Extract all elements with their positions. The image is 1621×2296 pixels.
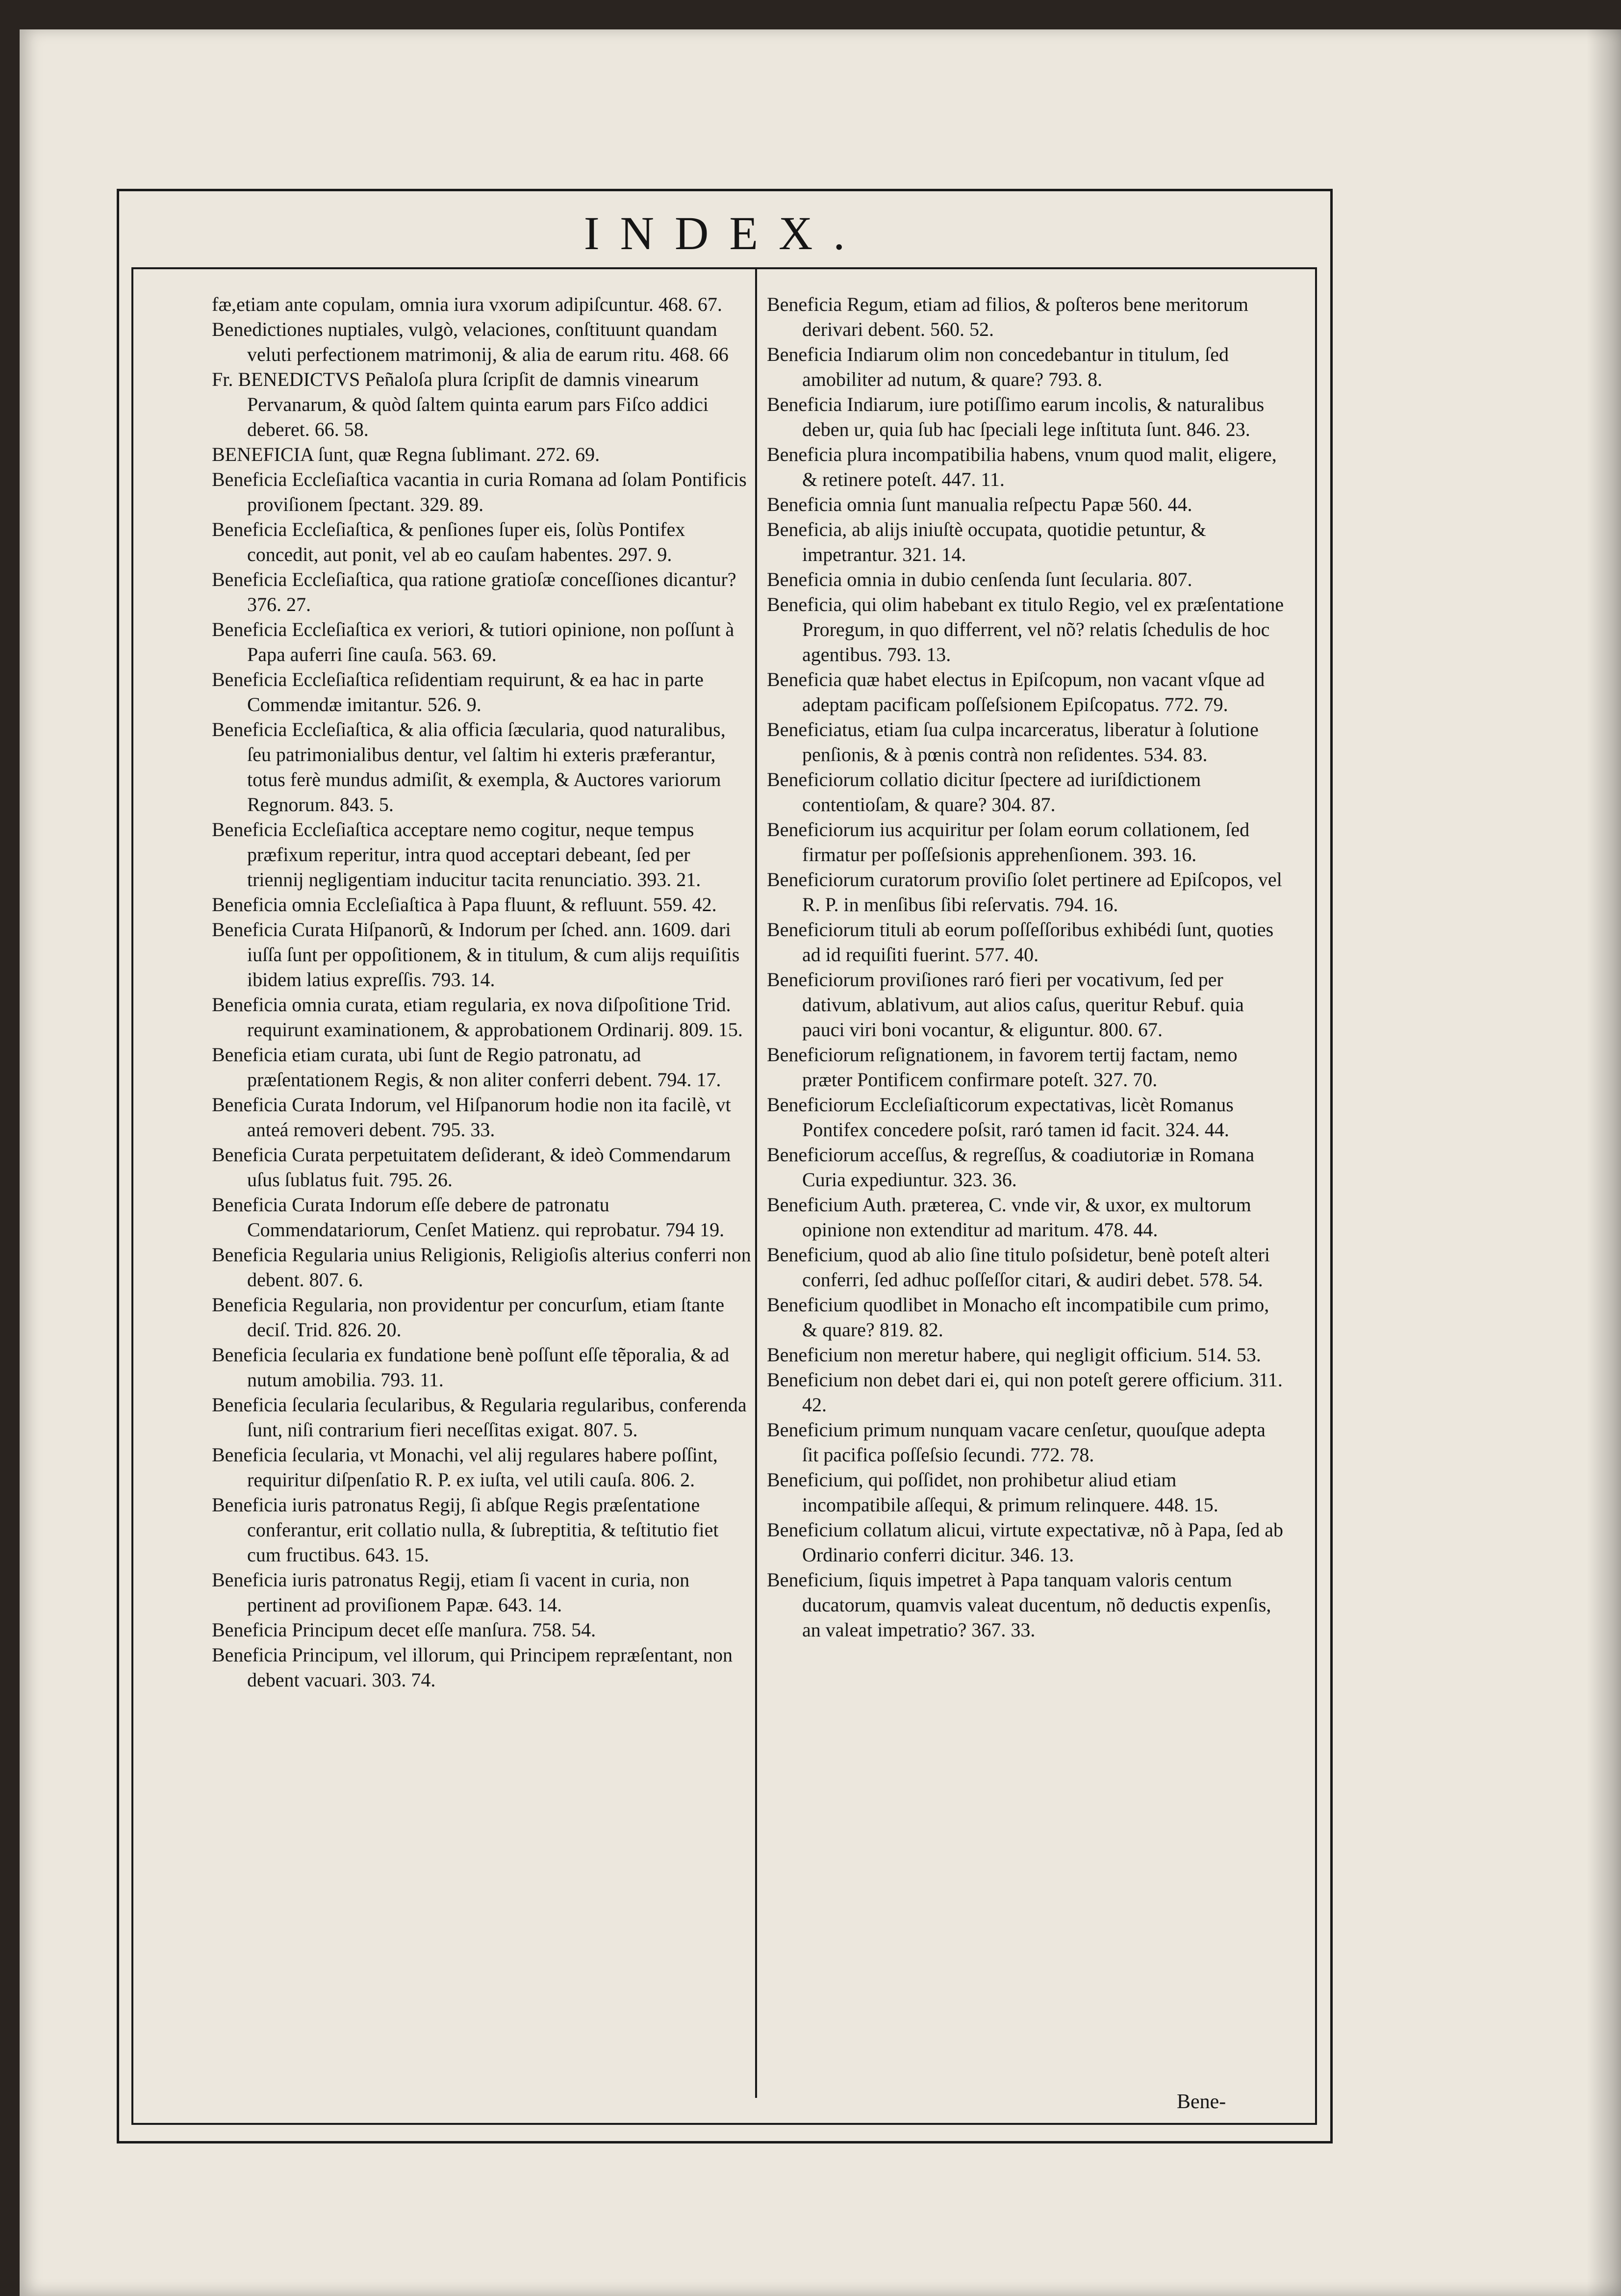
index-entry: Beneficia Eccleſiaſtica, qua ratione gratioſæ conceſſiones dicantur? 376. 27. [212, 568, 736, 615]
index-entry: Beneficia omnia ſunt manualia reſpectu Papæ 560. 44. [767, 493, 1192, 515]
index-entry: Beneficiorum Eccleſiaſticorum expectativas, licèt Romanus Pontifex concedere poſsit, raró tamen id facit. 324. 44. [767, 1094, 1234, 1141]
index-entry: Beneficia ſecularia ſecularibus, & Regularia regularibus, conferenda ſunt, niſi contrarium fieri neceſſitas exigat. 807. 5. [212, 1394, 747, 1441]
index-entry: Beneficia Eccleſiaſtica acceptare nemo cogitur, neque tempus præfixum reperitur, intra quod acceptari debeant, ſed per triennij negligentiam inducitur tacita renunciatio. 393. 21. [212, 818, 701, 891]
catchword: Bene- [1177, 2091, 1226, 2113]
index-entry: fæ,etiam ante copulam, omnia iura vxorum adipiſcuntur. 468. 67. [212, 293, 722, 315]
index-entry: Beneficium primum nunquam vacare cenſetur, quouſque adepta ſit pacifica poſſeſsio ſecundi. 772. 78. [767, 1419, 1266, 1466]
index-entry: BENEFICIA ſunt, quæ Regna ſublimant. 272. 69. [212, 443, 600, 465]
index-entry: Beneficia Eccleſiaſtica vacantia in curia Romana ad ſolam Pontificis proviſionem ſpectant. 329. 89. [212, 468, 747, 515]
index-entry: Beneficia Principum decet eſſe manſura. 758. 54. [212, 1619, 596, 1641]
index-entry: Beneficia, qui olim habebant ex titulo Regio, vel ex præſentatione Proregum, in quo differrent, vel nõ? relatis ſchedulis de hoc agentibus. 793. 13. [767, 593, 1284, 665]
index-entry: Beneficium collatum alicui, virtute expectativæ, nõ à Papa, ſed ab Ordinario conferri dicitur. 346. 13. [767, 1519, 1283, 1566]
index-entry: Beneficia Curata Indorum, vel Hiſpanorum hodie non ita facilè, vt anteá removeri debent. 795. 33. [212, 1094, 731, 1141]
index-entry: Beneficia iuris patronatus Regij, etiam ſi vacent in curia, non pertinent ad proviſionem Papæ. 643. 14. [212, 1569, 690, 1616]
index-entry: Beneficium, qui poſſidet, non prohibetur aliud etiam incompatibile aſſequi, & primum relinquere. 448. 15. [767, 1469, 1218, 1516]
index-entry: Beneficia Principum, vel illorum, qui Principem repræſentant, non debent vacuari. 303. 74. [212, 1644, 733, 1691]
index-entry: Beneficium Auth. præterea, C. vnde vir, & uxor, ex multorum opinione non extenditur ad maritum. 478. 44. [767, 1194, 1251, 1241]
index-entry: Beneficia Eccleſiaſtica, & alia officia ſæcularia, quod naturalibus, ſeu patrimonialibus dentur, vel ſaltim hi exteris præferantur, totus ferè mundus admiſit, & exempla, & Auctores variorum Regnorum. 843. 5. [212, 718, 726, 816]
page-title: INDEX. [583, 207, 866, 259]
index-entry: Beneficiorum ius acquiritur per ſolam eorum collationem, ſed firmatur per poſſeſsionis apprehenſionem. 393. 16. [767, 818, 1250, 866]
index-entry: Beneficia Indiarum olim non concedebantur in titulum, ſed amobiliter ad nutum, & quare? 793. 8. [767, 343, 1229, 390]
index-entry: Beneficium non meretur habere, qui negligit officium. 514. 53. [767, 1344, 1261, 1366]
index-entry: Beneficia etiam curata, ubi ſunt de Regio patronatu, ad præſentationem Regis, & non aliter conferri debent. 794. 17. [212, 1044, 721, 1091]
index-entry: Beneficia ſecularia, vt Monachi, vel alij regulares habere poſſint, requiritur diſpenſatio R. P. ex iuſta, vel utili cauſa. 806. 2. [212, 1444, 718, 1491]
index-entry: Beneficia, ab alijs iniuſtè occupata, quotidie petuntur, & impetrantur. 321. 14. [767, 518, 1206, 565]
right-column [755, 292, 1285, 1642]
index-entry: Beneficia Curata Indorum eſſe debere de patronatu Commendatariorum, Cenſet Matienz. qui reprobatur. 794 19. [212, 1194, 725, 1241]
index-entry: Beneficiorum reſignationem, in favorem tertij factam, nemo præter Pontificem confirmare poteſt. 327. 70. [767, 1044, 1238, 1091]
index-entry: Beneficiatus, etiam ſua culpa incarceratus, liberatur à ſolutione penſionis, & à pœnis contrà non reſidentes. 534. 83. [767, 718, 1259, 765]
index-entry: Beneficiorum proviſiones raró fieri per vocativum, ſed per dativum, ablativum, aut alios caſus, queritur Rebuf. quia pauci viri boni vocantur, & eliguntur. 800. 67. [767, 969, 1244, 1041]
index-entry: Beneficium quodlibet in Monacho eſt incompatibile cum primo, & quare? 819. 82. [767, 1294, 1269, 1341]
index-entry: Beneficiorum collatio dicitur ſpectere ad iuriſdictionem contentioſam, & quare? 304. 87. [767, 768, 1201, 816]
index-entry: Beneficia Eccleſiaſtica reſidentiam requirunt, & ea hac in parte Commendæ imitantur. 526. 9. [212, 668, 704, 715]
index-entry: Beneficia Regularia, non providentur per concurſum, etiam ſtante deciſ. Trid. 826. 20. [212, 1294, 725, 1341]
index-entry: Beneficia Regularia unius Religionis, Religioſis alterius conferri non debent. 807. 6. [212, 1244, 751, 1291]
index-entry: Beneficiorum tituli ab eorum poſſeſſoribus exhibédi ſunt, quoties ad id requiſiti fuerint. 577. 40. [767, 918, 1274, 966]
index-entry: Beneficium non debet dari ei, qui non poteſt gerere officium. 311. 42. [767, 1369, 1283, 1416]
index-entry: Beneficia omnia in dubio cenſenda ſunt ſecularia. 807. [767, 568, 1192, 590]
index-entry: Beneficia ſecularia ex fundatione benè poſſunt eſſe tẽporalia, & ad nutum amobilia. 793. 11. [212, 1344, 730, 1391]
page-gutter-shadow [1587, 29, 1621, 2296]
index-entry: Beneficia Curata Hiſpanorũ, & Indorum per ſched. ann. 1609. dari iuſſa ſunt per oppoſitionem, & in titulum, & cum alijs requiſitis ibidem latius expreſſis. 793. 14. [212, 918, 740, 991]
index-entry: Fr. BENEDICTVS Peñaloſa plura ſcripſit de damnis vinearum Pervanarum, & quòd ſaltem quinta earum pars Fiſco addici deberet. 66. 58. [212, 368, 709, 440]
index-entry: Beneficia iuris patronatus Regij, ſi abſque Regis præſentatione conferantur, erit collatio nulla, & ſubreptitia, & teſtitutio fiet cum fructibus. 643. 15. [212, 1494, 719, 1566]
index-entry: Beneficia omnia curata, etiam regularia, ex nova diſpoſitione Trid. requirunt examinationem, & approbationem Ordinarij. 809. 15. [212, 994, 743, 1041]
index-entry: Beneficia Curata perpetuitatem deſiderant, & ideò Commendarum uſus ſublatus fuit. 795. 26. [212, 1144, 731, 1191]
left-column [212, 292, 751, 1692]
index-entry: Beneficia Eccleſiaſtica, & penſiones ſuper eis, ſolùs Pontifex concedit, aut ponit, vel ab eo cauſam habentes. 297. 9. [212, 518, 685, 565]
index-entry: Beneficiorum acceſſus, & regreſſus, & coadiutoriæ in Romana Curia expediuntur. 323. 36. [767, 1144, 1255, 1191]
index-entry: Beneficium, quod ab alio ſine titulo poſsidetur, benè poteſt alteri conferri, ſed adhuc poſſeſſor citari, & audiri debet. 578. 54. [767, 1244, 1270, 1291]
index-entry: Beneficia plura incompatibilia habens, vnum quod malit, eligere, & retinere poteſt. 447. 11. [767, 443, 1277, 490]
index-entry: Beneficiorum curatorum proviſio ſolet pertinere ad Epiſcopos, vel R. P. in menſibus ſibi reſervatis. 794. 16. [767, 868, 1282, 916]
index-entry: Beneficia Indiarum, iure potiſſimo earum incolis, & naturalibus deben ur, quia ſub hac ſpeciali lege inſtituta ſunt. 846. 23. [767, 393, 1265, 440]
index-entry: Beneficia Eccleſiaſtica ex veriori, & tutiori opinione, non poſſunt à Papa auferri ſine cauſa. 563. 69. [212, 618, 735, 665]
index-entry: Beneficia omnia Eccleſiaſtica à Papa fluunt, & refluunt. 559. 42. [212, 893, 717, 916]
index-entry: Beneficia quæ habet electus in Epiſcopum, non vacant vſque ad adeptam pacificam poſſeſsionem Epiſcopatus. 772. 79. [767, 668, 1265, 715]
index-entry: Beneficium, ſiquis impetret à Papa tanquam valoris centum ducatorum, quamvis valeat ducentum, nõ deductis expenſis, an valeat impetratio? 367. 33. [767, 1569, 1271, 1641]
index-entry: Benedictiones nuptiales, vulgò, velaciones, conſtituunt quandam veluti perfectionem matrimonij, & alia de earum ritu. 468. 66 [212, 318, 729, 365]
index-entry: Beneficia Regum, etiam ad filios, & poſteros bene meritorum derivari debent. 560. 52. [767, 293, 1248, 340]
